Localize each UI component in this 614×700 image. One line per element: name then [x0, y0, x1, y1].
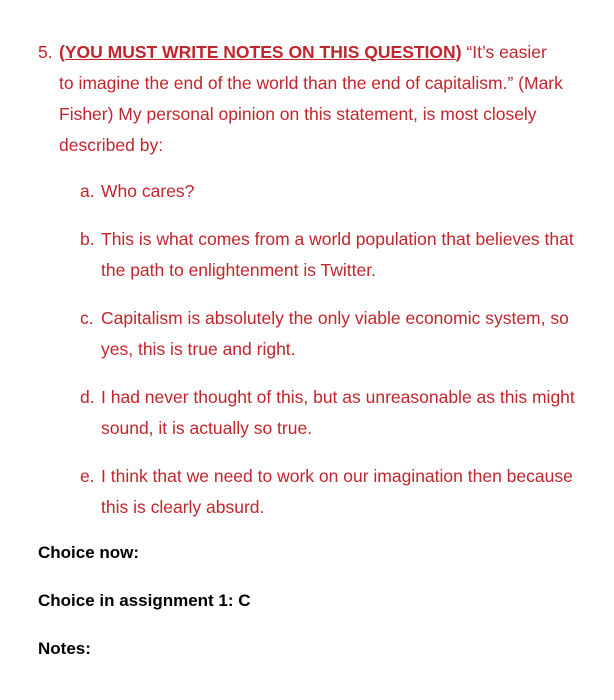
option-text: Who cares? [101, 181, 195, 201]
option-d [80, 382, 580, 444]
choice-assignment-label: Choice in assignment 1: C [38, 591, 251, 610]
question-text: to imagine the end of the world than the end of capitalism.” (Mark Fisher) My personal opinion on this statement, is most closely described by: [59, 73, 563, 155]
question-instruction: (YOU MUST WRITE NOTES ON THIS QUESTION) [59, 42, 462, 62]
option-e [80, 461, 580, 523]
question-instruction-underlined: YOU MUST WRITE NOTES ON THIS QUESTION [64, 42, 456, 62]
question-number: 5. [38, 42, 53, 62]
option-letter: d. [80, 387, 95, 407]
option-letter: e. [80, 466, 95, 486]
option-text: Capitalism is absolutely the only viable economic system, so yes, this is true and right. [101, 308, 569, 359]
notes-label: Notes: [38, 639, 91, 658]
question-text-start: “It’s easier [466, 42, 547, 62]
option-letter: b. [80, 229, 95, 249]
option-text: This is what comes from a world population that believes that the path to enlightenment is Twitter. [101, 229, 574, 280]
question-first-line [38, 37, 586, 68]
option-letter: c. [80, 308, 94, 328]
option-text: I had never thought of this, but as unreasonable as this might sound, it is actually so true. [101, 387, 575, 438]
option-text: I think that we need to work on our imagination then because this is clearly absurd. [101, 466, 573, 517]
option-letter: a. [80, 181, 95, 201]
option-c [80, 303, 580, 365]
option-b [80, 224, 580, 286]
question-5 [38, 37, 586, 161]
choice-now-label: Choice now: [38, 543, 140, 562]
option-a [80, 176, 580, 207]
answer-options [80, 176, 580, 540]
